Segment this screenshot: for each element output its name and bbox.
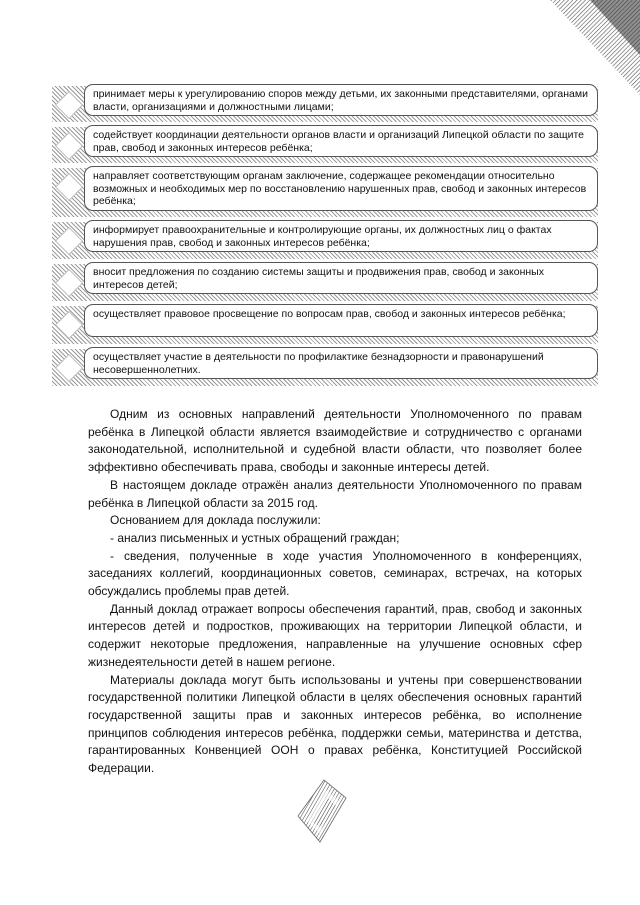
list-item: направляет соответствующим органам заключение, содержащее рекомендации относительно возможных и необходимых мер по восстановлению нарушенных прав, свобод и законных интересов ребёнка; [84, 166, 598, 211]
list-item: вносит предложения по созданию системы защиты и продвижения прав, свобод и законных интересов детей; [84, 262, 598, 294]
paragraph: Основанием для доклада послужили: [110, 513, 321, 528]
paragraph: - сведения, полученные в ходе участия Уполномоченного в конференциях, заседаниях коллегий, координационных советов, семинарах, встречах, на которых обсуждались проблемы прав детей. [88, 548, 582, 599]
paragraph: Одним из основных направлений деятельности Уполномоченного по правам ребёнка в Липецкой области является взаимодействие и сотрудничество с органами законодательной, исполнительной и судебной власти области, что позволяет более эффективно обеспечивать права, свободы и законные интересы детей. [88, 407, 582, 475]
paragraph: В настоящем докладе отражён анализ деятельности Уполномоченного по правам ребёнка в Липецкой области за 2015 год. [88, 477, 582, 510]
paragraph: Материалы доклада могут быть использованы и учтены при совершенствовании государственной политики Липецкой области в целях обеспечения основных гарантий государственной защиты прав и законных интересов ребёнка, во исполнение принципов соблюдения интересов ребёнка, поддержки семьи, материнства и детства, гарантированных Конвенцией ООН о правах ребёнка, Конституцией Российской Федерации. [88, 672, 582, 776]
list-item: осуществляет участие в деятельности по профилактике безнадзорности и правонарушений несовершеннолетних. [84, 347, 598, 379]
list-item: принимает меры к урегулированию споров между детьми, их законными представителями, органами власти, организациями и должностными лицами; [84, 84, 598, 116]
paragraph: - анализ письменных и устных обращений граждан; [110, 530, 400, 545]
body-text [88, 406, 582, 778]
list-item: информирует правоохранительные и контролирующие органы, их должностных лиц о фактах нарушения прав, свобод и законных интересов ребёнка; [84, 220, 598, 252]
list-item: осуществляет правовое просвещение по вопросам прав, свобод и законных интересов ребёнка; [84, 304, 598, 337]
decorative-logo [286, 776, 358, 848]
list-item: содействует координации деятельности органов власти и организаций Липецкой области по защите прав, свобод и законных интересов ребёнка; [84, 125, 598, 157]
paragraph: Данный доклад отражает вопросы обеспечения гарантий, прав, свобод и законных интересов детей и подростков, проживающих на территории Липецкой области, и содержит некоторые предложения, направленные на улучшение основных сфер жизнедеятельности детей в нашем регионе. [88, 601, 582, 669]
